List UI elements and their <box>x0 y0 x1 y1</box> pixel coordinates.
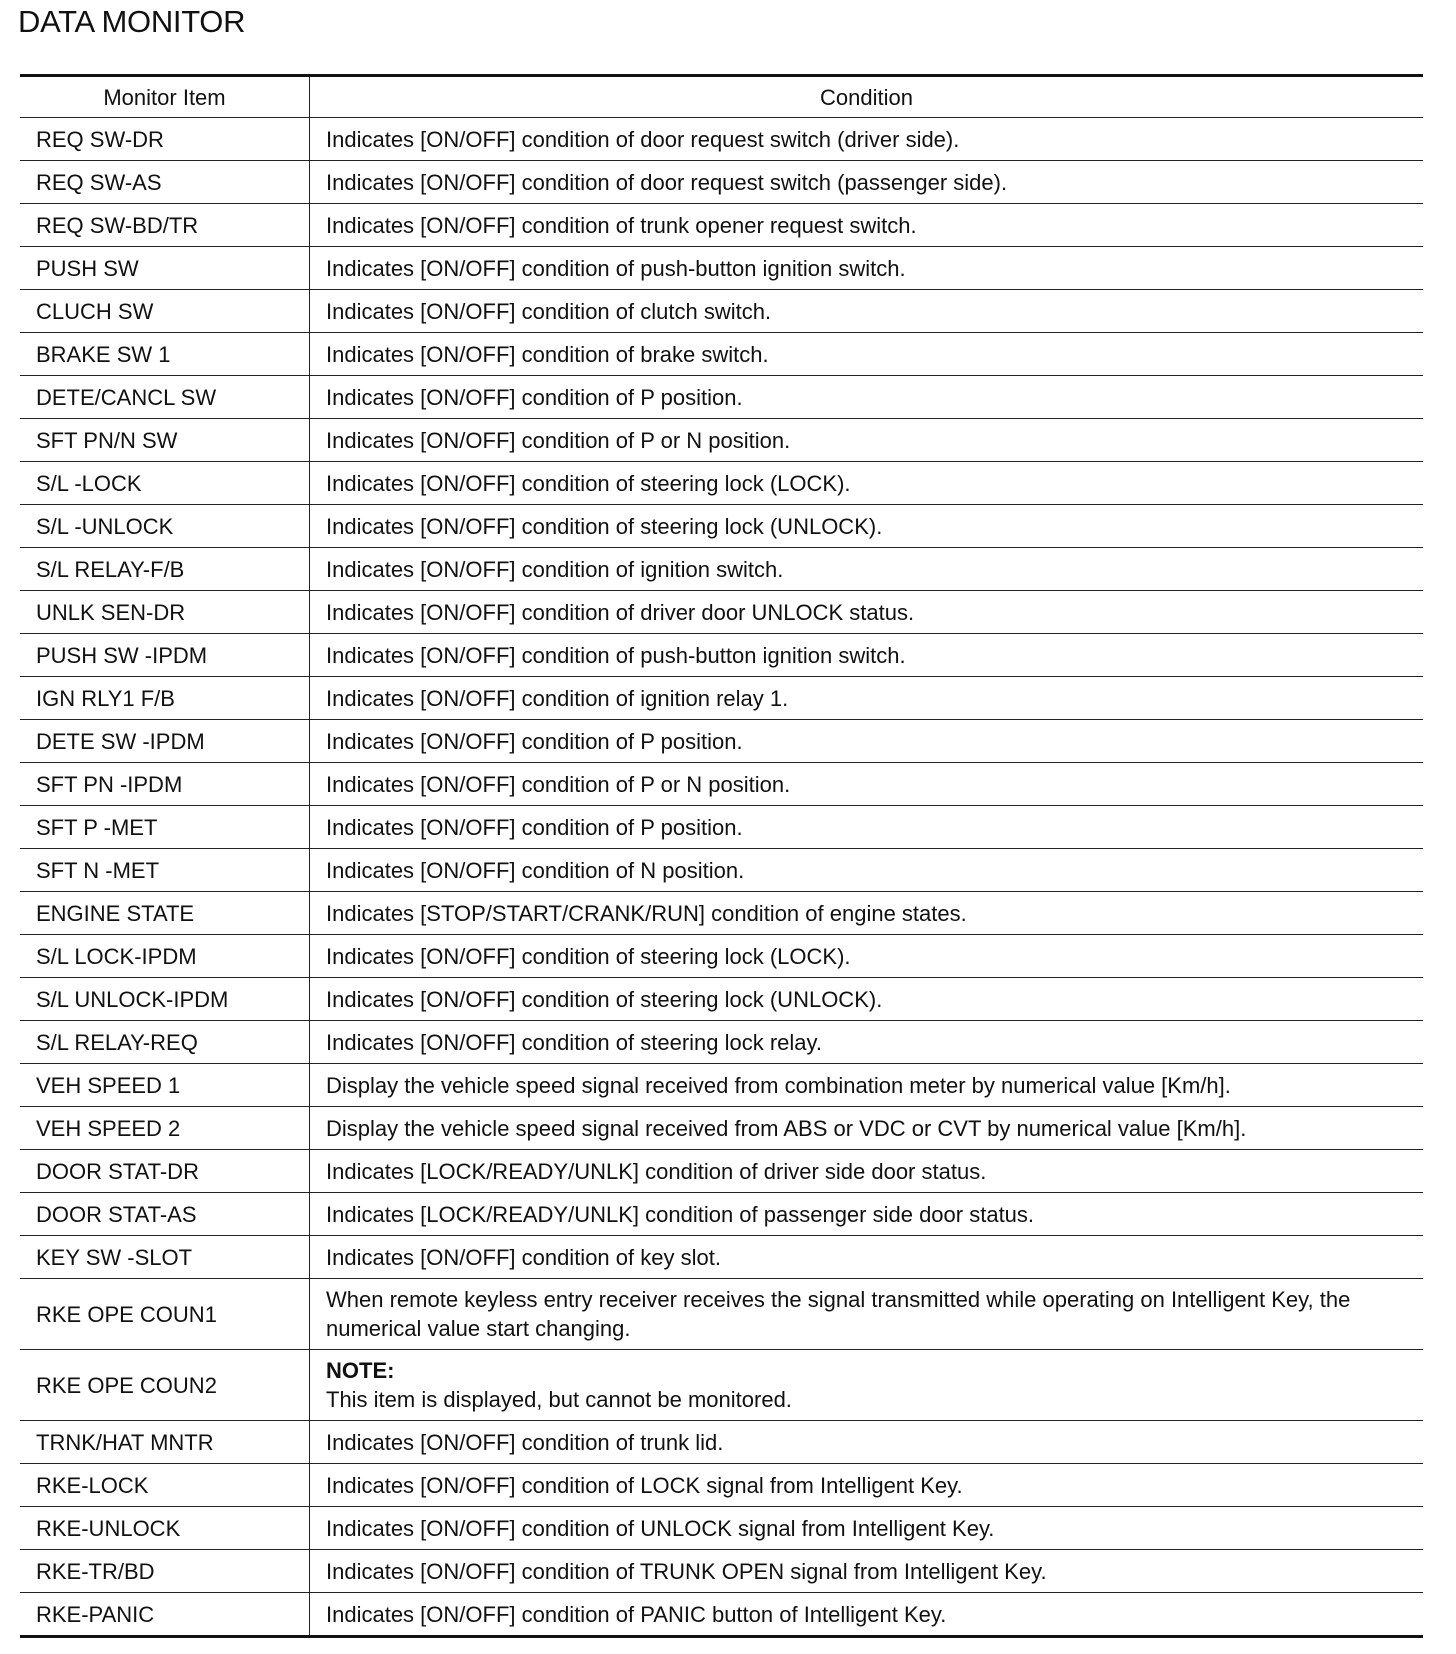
monitor-item-cell: REQ SW-AS <box>20 161 310 204</box>
table-row <box>20 161 1423 204</box>
condition-cell: When remote keyless entry receiver receives the signal transmitted while operating on Intelligent Key, the numerical value start changing. <box>310 1279 1424 1350</box>
condition-cell: Indicates [ON/OFF] condition of trunk opener request switch. <box>310 204 1424 247</box>
monitor-item-cell: VEH SPEED 2 <box>20 1107 310 1150</box>
monitor-item-cell: S/L RELAY-F/B <box>20 548 310 591</box>
table-row <box>20 462 1423 505</box>
condition-cell: Indicates [ON/OFF] condition of key slot. <box>310 1236 1424 1279</box>
table-row <box>20 1421 1423 1464</box>
table-row <box>20 1279 1423 1350</box>
table-row <box>20 1150 1423 1193</box>
table-row <box>20 1064 1423 1107</box>
table-row <box>20 1236 1423 1279</box>
monitor-item-cell: SFT PN -IPDM <box>20 763 310 806</box>
table-row <box>20 290 1423 333</box>
table-row <box>20 849 1423 892</box>
monitor-item-cell: SFT PN/N SW <box>20 419 310 462</box>
monitor-item-cell: RKE OPE COUN1 <box>20 1279 310 1350</box>
condition-cell: Indicates [ON/OFF] condition of door request switch (passenger side). <box>310 161 1424 204</box>
monitor-item-cell: KEY SW -SLOT <box>20 1236 310 1279</box>
condition-cell: Display the vehicle speed signal received from combination meter by numerical value [Km/h]. <box>310 1064 1424 1107</box>
condition-cell: Indicates [ON/OFF] condition of P position. <box>310 720 1424 763</box>
monitor-item-cell: S/L -LOCK <box>20 462 310 505</box>
condition-cell: Indicates [ON/OFF] condition of brake switch. <box>310 333 1424 376</box>
condition-cell: Indicates [ON/OFF] condition of steering lock (UNLOCK). <box>310 505 1424 548</box>
monitor-item-cell: BRAKE SW 1 <box>20 333 310 376</box>
header-condition: Condition <box>310 76 1424 118</box>
monitor-item-cell: RKE OPE COUN2 <box>20 1350 310 1421</box>
monitor-item-cell: CLUCH SW <box>20 290 310 333</box>
table-row <box>20 505 1423 548</box>
monitor-item-cell: PUSH SW <box>20 247 310 290</box>
note-label: NOTE: <box>326 1358 395 1383</box>
monitor-item-cell: RKE-PANIC <box>20 1593 310 1637</box>
page-title: DATA MONITOR <box>18 4 246 39</box>
monitor-item-cell: DETE SW -IPDM <box>20 720 310 763</box>
table-row <box>20 1464 1423 1507</box>
data-monitor-table <box>20 74 1423 1638</box>
condition-cell: Indicates [ON/OFF] condition of door request switch (driver side). <box>310 118 1424 161</box>
table-row <box>20 204 1423 247</box>
monitor-item-cell: TRNK/HAT MNTR <box>20 1421 310 1464</box>
table-row <box>20 1550 1423 1593</box>
table-row <box>20 247 1423 290</box>
table-row <box>20 1593 1423 1637</box>
monitor-item-cell: SFT P -MET <box>20 806 310 849</box>
table-row <box>20 118 1423 161</box>
monitor-item-cell: UNLK SEN-DR <box>20 591 310 634</box>
table-row <box>20 419 1423 462</box>
monitor-item-cell: S/L LOCK-IPDM <box>20 935 310 978</box>
header-monitor-item: Monitor Item <box>20 76 310 118</box>
condition-cell: Indicates [LOCK/READY/UNLK] condition of passenger side door status. <box>310 1193 1424 1236</box>
monitor-item-cell: RKE-TR/BD <box>20 1550 310 1593</box>
monitor-item-cell: S/L UNLOCK-IPDM <box>20 978 310 1021</box>
table-row <box>20 720 1423 763</box>
table-row <box>20 1021 1423 1064</box>
condition-cell: Indicates [ON/OFF] condition of driver door UNLOCK status. <box>310 591 1424 634</box>
table-row <box>20 1107 1423 1150</box>
condition-cell: Indicates [ON/OFF] condition of ignition switch. <box>310 548 1424 591</box>
table-row <box>20 1350 1423 1421</box>
table-row <box>20 376 1423 419</box>
condition-cell: Indicates [ON/OFF] condition of P or N position. <box>310 763 1424 806</box>
monitor-item-cell: IGN RLY1 F/B <box>20 677 310 720</box>
table-row <box>20 591 1423 634</box>
table-row <box>20 935 1423 978</box>
condition-cell: Indicates [ON/OFF] condition of PANIC button of Intelligent Key. <box>310 1593 1424 1637</box>
condition-cell: Indicates [STOP/START/CRANK/RUN] condition of engine states. <box>310 892 1424 935</box>
table-row <box>20 806 1423 849</box>
condition-cell: Indicates [ON/OFF] condition of push-button ignition switch. <box>310 634 1424 677</box>
monitor-item-cell: S/L -UNLOCK <box>20 505 310 548</box>
monitor-item-cell: REQ SW-DR <box>20 118 310 161</box>
note-text: This item is displayed, but cannot be monitored. <box>326 1387 792 1412</box>
condition-cell: Indicates [ON/OFF] condition of LOCK signal from Intelligent Key. <box>310 1464 1424 1507</box>
table-row <box>20 978 1423 1021</box>
condition-cell <box>310 1350 1424 1421</box>
table-row <box>20 1193 1423 1236</box>
monitor-item-cell: S/L RELAY-REQ <box>20 1021 310 1064</box>
table-row <box>20 892 1423 935</box>
condition-cell: Indicates [ON/OFF] condition of steering lock relay. <box>310 1021 1424 1064</box>
monitor-item-cell: PUSH SW -IPDM <box>20 634 310 677</box>
condition-cell: Indicates [ON/OFF] condition of P position. <box>310 376 1424 419</box>
table-row <box>20 548 1423 591</box>
monitor-item-cell: SFT N -MET <box>20 849 310 892</box>
condition-cell: Indicates [ON/OFF] condition of N position. <box>310 849 1424 892</box>
table-row <box>20 1507 1423 1550</box>
monitor-item-cell: VEH SPEED 1 <box>20 1064 310 1107</box>
condition-cell: Indicates [ON/OFF] condition of UNLOCK signal from Intelligent Key. <box>310 1507 1424 1550</box>
condition-cell: Indicates [ON/OFF] condition of P or N position. <box>310 419 1424 462</box>
condition-cell: Indicates [ON/OFF] condition of steering lock (LOCK). <box>310 935 1424 978</box>
condition-cell: Indicates [ON/OFF] condition of push-button ignition switch. <box>310 247 1424 290</box>
monitor-item-cell: RKE-UNLOCK <box>20 1507 310 1550</box>
table-row <box>20 634 1423 677</box>
monitor-item-cell: DOOR STAT-DR <box>20 1150 310 1193</box>
condition-cell: Indicates [ON/OFF] condition of trunk lid. <box>310 1421 1424 1464</box>
monitor-item-cell: DETE/CANCL SW <box>20 376 310 419</box>
condition-cell: Indicates [LOCK/READY/UNLK] condition of driver side door status. <box>310 1150 1424 1193</box>
condition-cell: Indicates [ON/OFF] condition of TRUNK OPEN signal from Intelligent Key. <box>310 1550 1424 1593</box>
monitor-item-cell: REQ SW-BD/TR <box>20 204 310 247</box>
condition-cell: Indicates [ON/OFF] condition of steering lock (LOCK). <box>310 462 1424 505</box>
condition-cell: Indicates [ON/OFF] condition of steering lock (UNLOCK). <box>310 978 1424 1021</box>
table-row <box>20 333 1423 376</box>
table-header-row <box>20 76 1423 118</box>
monitor-item-cell: ENGINE STATE <box>20 892 310 935</box>
condition-cell: Display the vehicle speed signal received from ABS or VDC or CVT by numerical value [Km/h]. <box>310 1107 1424 1150</box>
condition-cell: Indicates [ON/OFF] condition of ignition relay 1. <box>310 677 1424 720</box>
monitor-item-cell: RKE-LOCK <box>20 1464 310 1507</box>
table-row <box>20 763 1423 806</box>
condition-cell: Indicates [ON/OFF] condition of clutch switch. <box>310 290 1424 333</box>
condition-cell: Indicates [ON/OFF] condition of P position. <box>310 806 1424 849</box>
monitor-item-cell: DOOR STAT-AS <box>20 1193 310 1236</box>
table-row <box>20 677 1423 720</box>
